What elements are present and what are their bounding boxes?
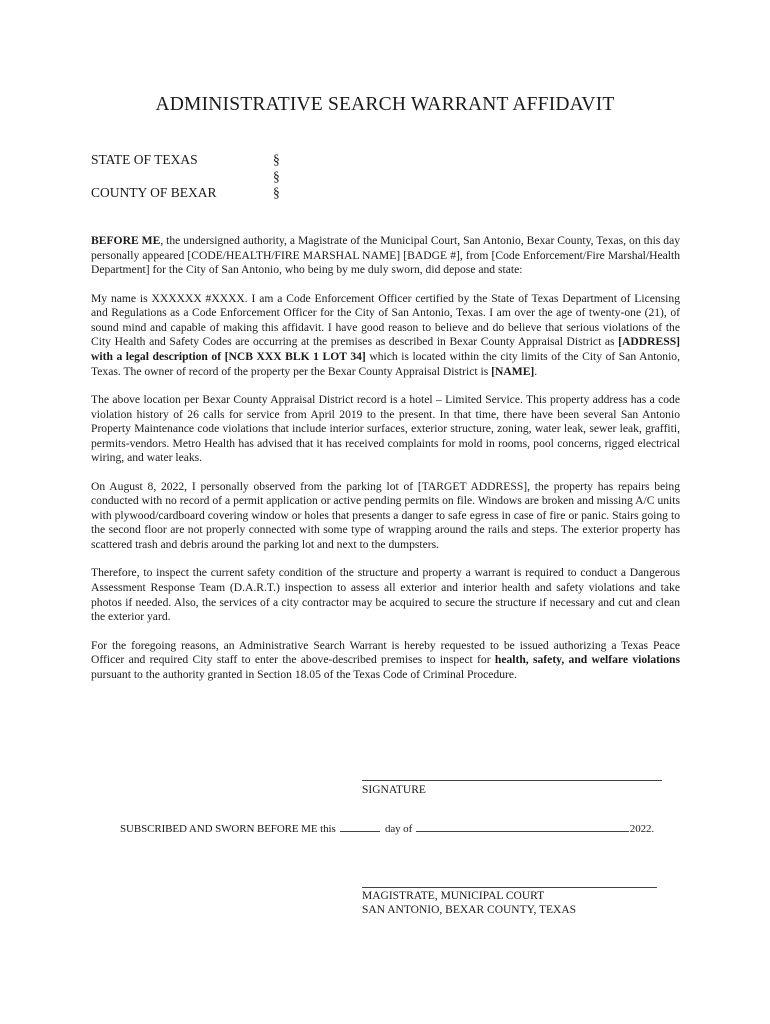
venue-caption: [91, 152, 280, 202]
section-mark: §: [273, 152, 280, 167]
caption-row-county: [91, 185, 280, 202]
signature-line: [362, 780, 662, 781]
magistrate-signature-line: [362, 887, 657, 888]
signature-label: SIGNATURE: [362, 784, 426, 796]
document-title: ADMINISTRATIVE SEARCH WARRANT AFFIDAVIT: [155, 94, 615, 115]
section-mark: §: [273, 168, 280, 184]
month-blank: [416, 831, 629, 832]
paragraph-affiant-statement: My name is XXXXXX #XXXX. I am a Code Enforcement Officer certified by the State of Texas Department of Licensing and Regulations as a Code Enforcement Officer for the City of San Antonio, Texas. I am over the age of twenty-one (21), of sound mind and capable of making this affidavit. I have good reason to believe and do believe that serious violations of the City Health and Safety Codes are occurring at the premises as described in Bexar County Appraisal District as [ADDRESS] with a legal description of [NCB XXX BLK 1 LOT 34] which is located within the city limits of the City of San Antonio, Texas. The owner of record of the property per the Bexar County Appraisal District is [NAME].: [91, 291, 680, 378]
day-blank: [340, 831, 380, 832]
magistrate-title: MAGISTRATE, MUNICIPAL COURT: [362, 890, 545, 902]
county-label: COUNTY OF BEXAR: [91, 185, 217, 200]
paragraph-inspection-need: Therefore, to inspect the current safety condition of the structure and property a warrant is required to conduct a Dangerous Assessment Response Team (D.A.R.T.) inspection to assess all exterior and interior health and safety violations and take photos if needed. Also, the services of a city contractor may be acquired to secure the structure if necessary and cut and clean the exterior yard.: [91, 566, 680, 624]
subscribed-sworn-line: SUBSCRIBED AND SWORN BEFORE ME this day of 2022.: [120, 823, 655, 835]
caption-row-middle: [91, 169, 280, 186]
paragraph-observation: On August 8, 2022, I personally observed from the parking lot of [TARGET ADDRESS], the property has repairs being conducted with no record of a permit application or active pending permits on file. Windows are broken and missing A/C units with plywood/cardboard covering window or holes that presents a danger to safe egress in case of fire or panic. Stairs going to the second floor are not properly connected with some type of wrapping around the rails and steps. The exterior property has scattered trash and debris around the parking lot and next to the dumpsters.: [91, 479, 680, 552]
paragraph-request: For the foregoing reasons, an Administrative Search Warrant is hereby requested to be issued authorizing a Texas Peace Officer and required City staff to enter the above-described premises to inspect for health, safety, and welfare violations pursuant to the authority granted in Section 18.05 of the Texas Code of Criminal Procedure.: [91, 638, 680, 681]
affidavit-body: [91, 234, 680, 696]
caption-row-state: [91, 152, 280, 169]
state-label: STATE OF TEXAS: [91, 152, 198, 167]
section-mark: §: [273, 185, 280, 200]
magistrate-jurisdiction: SAN ANTONIO, BEXAR COUNTY, TEXAS: [362, 904, 577, 916]
paragraph-appearance: BEFORE ME, the undersigned authority, a Magistrate of the Municipal Court, San Antonio, Bexar County, Texas, on this day personally appeared [CODE/HEALTH/FIRE MARSHAL NAME] [BADGE #], from [Code Enforcement/Fire Marshal/Health Department] for the City of San Antonio, who being by me duly sworn, did depose and state:: [91, 234, 681, 277]
paragraph-property-history: The above location per Bexar County Appraisal District record is a hotel – Limited Service. This property address has a code violation history of 26 calls for service from April 2019 to the present. In that time, there have been several San Antonio Property Maintenance code violations that include interior surfaces, exterior structure, zoning, water leak, sewer leak, graffiti, permits-vendors. Metro Health has advised that it has received complaints for mold in rooms, pool concerns, rigged electrical wiring, and water leaks.: [91, 392, 680, 465]
